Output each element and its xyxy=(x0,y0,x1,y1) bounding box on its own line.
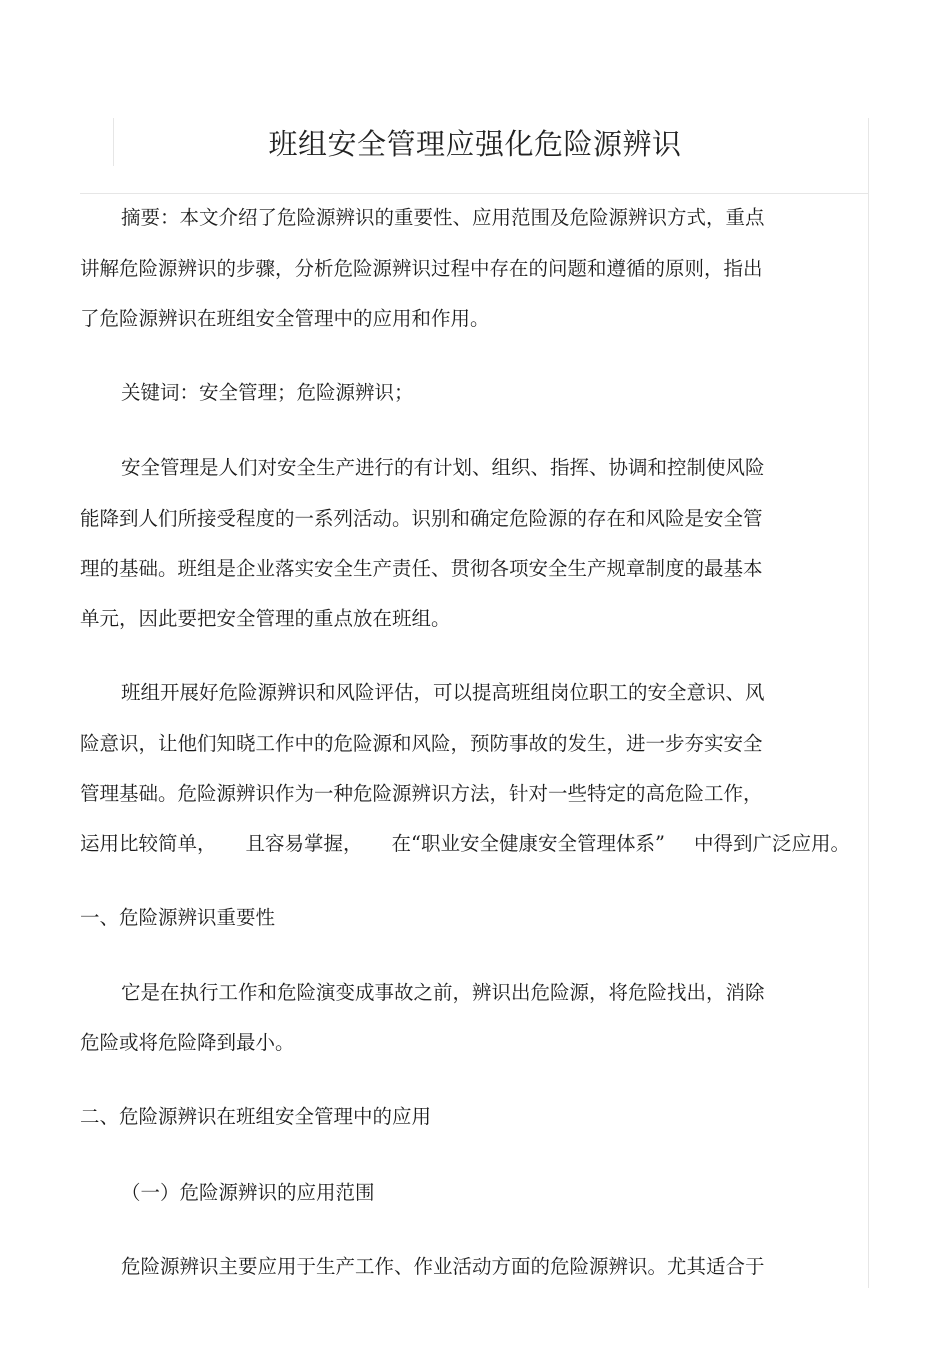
abstract-line-3: 了危险源辨识在班组安全管理中的应用和作用。 xyxy=(80,307,490,330)
paragraph-2-line-2: 险意识，让他们知晓工作中的危险源和风险，预防事故的发生，进一步夯实安全 xyxy=(80,732,763,755)
subsection-1-heading: （一）危险源辨识的应用范围 xyxy=(121,1181,375,1204)
paragraph-1-line-1: 安全管理是人们对安全生产进行的有计划、组织、指挥、协调和控制使风险 xyxy=(121,456,765,479)
paragraph-2-line-4 xyxy=(80,831,850,857)
paragraph-2-line-4-part-1: 运用比较简单， xyxy=(80,832,217,855)
section-2-heading: 二、危险源辨识在班组安全管理中的应用 xyxy=(80,1105,432,1128)
section-1-line-2: 危险或将危险降到最小。 xyxy=(80,1031,295,1054)
paragraph-2-line-4-part-4: 中得到广泛应用。 xyxy=(693,832,850,855)
paragraph-2-line-1: 班组开展好危险源辨识和风险评估，可以提高班组岗位职工的安全意识、风 xyxy=(121,681,765,704)
paragraph-2-line-4-part-2: 且容易掌握， xyxy=(245,832,363,855)
keywords-line: 关键词：安全管理；危险源辨识； xyxy=(121,381,414,404)
paragraph-1-line-3: 理的基础。班组是企业落实安全生产责任、贯彻各项安全生产规章制度的最基本 xyxy=(80,557,763,580)
abstract-line-2: 讲解危险源辨识的步骤，分析危险源辨识过程中存在的问题和遵循的原则，指出 xyxy=(80,257,763,280)
frame-right xyxy=(868,118,869,1288)
document-title: 班组安全管理应强化危险源辨识 xyxy=(268,127,682,161)
subsection-1-line-1: 危险源辨识主要应用于生产工作、作业活动方面的危险源辨识。尤其适合于 xyxy=(121,1255,765,1278)
section-1-heading: 一、危险源辨识重要性 xyxy=(80,906,276,929)
paragraph-1-line-4: 单元，因此要把安全管理的重点放在班组。 xyxy=(80,607,451,630)
paragraph-2-line-3: 管理基础。危险源辨识作为一种危险源辨识方法，针对一些特定的高危险工作， xyxy=(80,782,763,805)
abstract-line-1: 摘要：本文介绍了危险源辨识的重要性、应用范围及危险源辨识方式，重点 xyxy=(121,206,765,229)
paragraph-2-line-4-part-3: 在“职业安全健康安全管理体系” xyxy=(391,832,665,855)
paragraph-1-line-2: 能降到人们所接受程度的一系列活动。识别和确定危险源的存在和风险是安全管 xyxy=(80,507,763,530)
frame-top-rule xyxy=(80,193,869,194)
section-1-line-1: 它是在执行工作和危险演变成事故之前，辨识出危险源，将危险找出，消除 xyxy=(121,981,765,1004)
